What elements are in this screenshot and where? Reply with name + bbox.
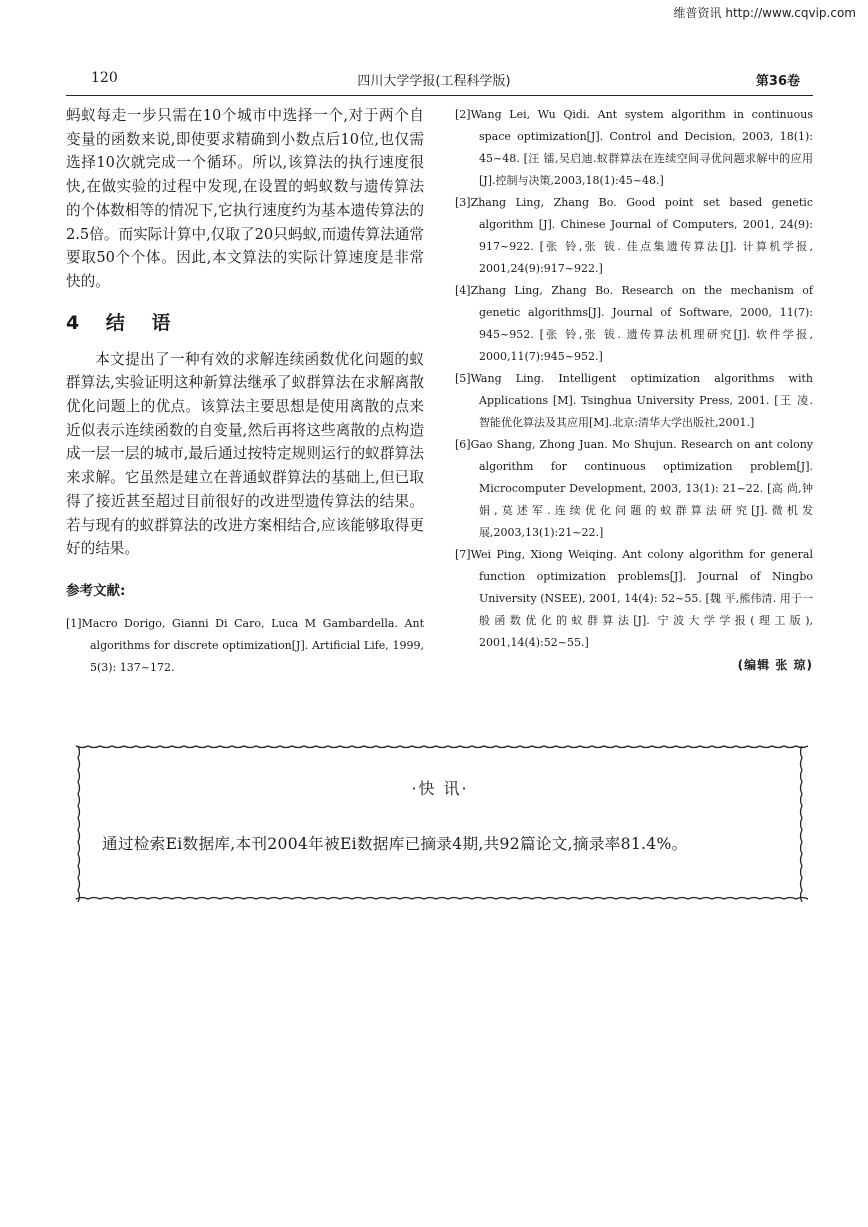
references-heading: 参考文献: bbox=[66, 582, 126, 599]
volume-label: 第36卷 bbox=[755, 74, 800, 89]
news-text: 通过检索Ei数据库,本刊2004年被Ei数据库已摘录4期,共92篇论文,摘录率81.4%。 bbox=[102, 835, 688, 853]
decorative-border bbox=[72, 740, 808, 905]
reference-item: [5]Wang Ling. Intelligent optimization algorithms with Applications [M]. Tsinghua University Press, 2001. [王 凌. 智能优化算法及其应用[M].北京:清华大学出版社,2001.] bbox=[455, 372, 813, 429]
left-column bbox=[66, 104, 424, 679]
reference-item: [4]Zhang Ling, Zhang Bo. Research on the mechanism of genetic algorithms[J]. Journal of Software, 2000, 11(7): 945~952. [张 铃,张 钹. 遗传算法机理研究[J]. 软件学报, 2000,11(7):945~952.] bbox=[455, 284, 813, 363]
reference-item: [1]Macro Dorigo, Gianni Di Caro, Luca M Gambardella. Ant algorithms for discrete optimization[J]. Artificial Life, 1999, 5(3): 137~172. bbox=[66, 616, 424, 674]
page-number: 120 bbox=[91, 70, 118, 86]
watermark: 维普资讯 http://www.cqvip.com bbox=[673, 6, 856, 20]
news-box bbox=[72, 740, 808, 905]
journal-title: 四川大学学报(工程科学版) bbox=[357, 74, 511, 89]
right-column bbox=[455, 104, 813, 673]
body-paragraph: 蚂蚁每走一步只需在10个城市中选择一个,对于两个自变量的函数来说,即使要求精确到小数点后10位,也仅需选择10次就完成一个循环。所以,该算法的执行速度很快,在做实验的过程中发现,在设置的蚂蚁数与遗传算法的个体数相等的情况下,它执行速度约为基本遗传算法的2.5倍。而实际计算中,仅取了20只蚂蚁,而遗传算法通常要取50个个体。因此,本文算法的实际计算速度是非常快的。 bbox=[66, 107, 424, 290]
reference-item: [2]Wang Lei, Wu Qidi. Ant system algorithm in continuous space optimization[J]. Control and Decision, 2003, 18(1): 45~48. [汪 镭,吴启迪.蚁群算法在连续空间寻优问题求解中的应用[J].控制与决策,2003,18(1):45~48.] bbox=[455, 108, 813, 187]
reference-item: [6]Gao Shang, Zhong Juan. Mo Shujun. Research on ant colony algorithm for continuous optimization problem[J]. Microcomputer Development, 2003, 13(1): 21~22. [高 尚,钟 娟,莫述军.连续优化问题的蚁群算法研究[J].微机发展,2003,13(1):21~22.] bbox=[455, 438, 813, 539]
reference-item: [3]Zhang Ling, Zhang Bo. Good point set based genetic algorithm [J]. Chinese Journal of Computers, 2001, 24(9): 917~922. [张 铃,张 钹. 佳点集遗传算法[J]. 计算机学报, 2001,24(9):917~922.] bbox=[455, 196, 813, 275]
section-heading: 4 结 语 bbox=[66, 311, 181, 334]
editor-credit: (编辑 张 琼) bbox=[737, 658, 813, 672]
header-rule bbox=[66, 95, 813, 96]
reference-item: [7]Wei Ping, Xiong Weiqing. Ant colony algorithm for general function optimization problems[J]. Journal of Ningbo University (NSEE), 2001, 14(4): 52~55. [魏 平,熊伟清. 用于一般函数优化的蚁群算法[J]. 宁波大学学报(理工版), 2001,14(4):52~55.] bbox=[455, 548, 813, 649]
news-title: ·快 讯· bbox=[411, 779, 469, 798]
body-paragraph: 本文提出了一种有效的求解连续函数优化问题的蚁群算法,实验证明这种新算法继承了蚁群算法在求解离散优化问题上的优点。该算法主要思想是使用离散的点来近似表示连续函数的自变量,然后再将这些离散的点构造成一层一层的城市,最后通过按特定规则运行的蚁群算法来求解。它虽然是建立在普通蚁群算法的基础上,但已取得了接近甚至超过目前很好的改进型遗传算法的结果。若与现有的蚁群算法的改进方案相结合,应该能够取得更好的结果。 bbox=[66, 350, 424, 558]
